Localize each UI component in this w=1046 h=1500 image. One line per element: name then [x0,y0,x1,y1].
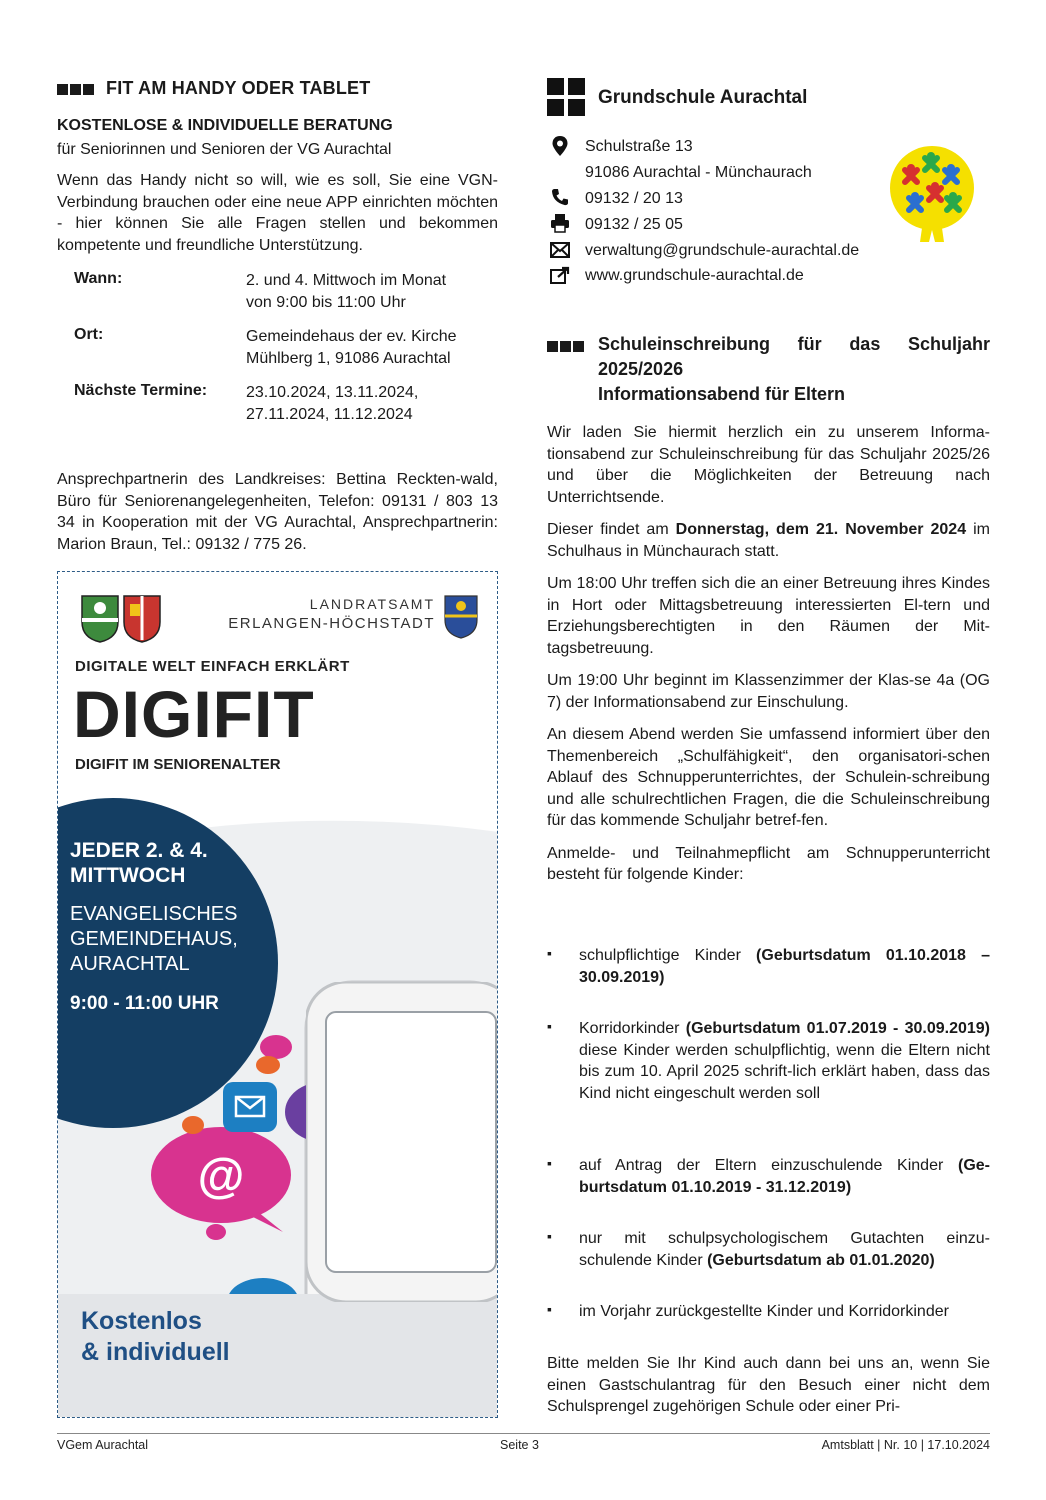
circle-text [70,838,238,1016]
paragraph [547,519,990,562]
info-value [246,326,456,370]
circle-line: GEMEINDEHAUS, [70,928,238,950]
subheading-beratung: KOSTENLOSE & INDIVIDUELLE BERATUNG [57,117,393,134]
info-value-line: 23.10.2024, 13.11.2024, [246,384,419,401]
paragraph: Um 19:00 Uhr beginnt im Klassenzimmer der Klas-se 4a (OG 7) der Informationsabend zur Einschulung. [547,672,990,711]
info-label: Wann: [74,270,123,287]
authority-line: LANDRATSAMT [309,596,435,612]
contact-paragraph: Ansprechpartnerin des Landkreises: Bettina Reckten-wald, Büro für Seniorenangelegenheiten, Telefon: 09131 / 803 13 34 in Kooperation mit der VG Aurachtal, Ansprechpartnerin: Marion Braun, Tel.: 09132 / 775 26. [57,471,498,553]
circle-line: EVANGELISCHES [70,903,238,925]
birthdate-range: (Geburtsdatum ab 01.01.2020) [707,1251,935,1269]
birthdate-range: (Geburtsdatum 01.10.2018 – 30.09.2019) [579,947,990,986]
info-label: Nächste Termine: [74,382,208,399]
info-value-line: Mühlberg 1, 91086 Aurachtal [246,350,451,367]
school-contact [549,136,899,288]
school-city: 91086 Aurachtal - Münchaurach [585,164,812,181]
school-phone: 09132 / 20 13 [585,190,683,207]
article-heading [547,332,990,407]
bullet-icon: ▪ [547,945,552,961]
heading-squares-icon [547,339,586,357]
info-value-line: 2. und 4. Mittwoch im Monat [246,272,447,289]
event-date: Donnerstag, dem 21. November 2024 [675,521,967,538]
info-value-line: von 9:00 bis 11:00 Uhr [246,294,406,311]
bullet-icon: ▪ [547,1018,552,1034]
intro-paragraph: Wenn das Handy nicht so will, wie es soll, Sie eine VGN-Verbindung brauchen oder eine neue APP einrichten möchten - hier können Sie alle Fragen stellen und bekommen kompetente und freundliche Unterstützung. [57,172,498,254]
bullet-list [547,945,990,1345]
bottom-line: & individuell [81,1338,230,1366]
circle-line: JEDER 2. & 4. [70,839,208,862]
circle-time: 9:00 - 11:00 UHR [70,993,219,1014]
text-run: schulpflichtige Kinder [579,947,757,964]
flyer-tagline: DIGITALE WELT EINFACH ERKLÄRT [75,658,350,675]
bullet-icon: ▪ [547,1155,552,1171]
school-logo-squares-icon [547,78,587,118]
phone-icon [549,187,571,207]
footer-left: VGem Aurachtal [57,1438,149,1452]
article-heading-line: Informationsabend für Eltern [598,384,846,404]
subline-senioren: für Seniorinnen und Senioren der VG Aurachtal [57,141,392,158]
school-fax: 09132 / 25 05 [585,216,683,233]
phone-front [306,982,498,1302]
article-body [547,422,990,886]
info-value-line: 27.11.2024, 11.12.2024 [246,406,413,423]
paragraph: Um 18:00 Uhr treffen sich die an einer Betreuung ihres Kindes in Hort oder Mittagsbetreuung interessierten El-tern und Erziehungsberechtigten in den Räumen der Mit-tagsbetreuung. [547,575,990,657]
digifit-flyer [57,571,498,1418]
flyer-subtitle: DIGIFIT IM SENIORENALTER [75,756,281,773]
fax-icon [549,213,571,233]
location-icon [549,136,571,156]
text-run: Korridorkinder [579,1020,686,1037]
circle-line: AURACHTAL [70,953,190,975]
left-column [57,78,498,440]
authority-line: ERLANGEN-HÖCHSTADT [228,615,435,632]
bottom-text [81,1306,230,1368]
school-email[interactable]: verwaltung@grundschule-aurachtal.de [585,242,860,259]
birthdate-range: (Ge-burtsdatum 01.10.2019 - 31.12.2019) [579,1157,990,1196]
envelope-icon [549,240,571,260]
school-header [547,78,990,118]
flyer-title: DIGIFIT [73,677,315,751]
bottom-line: Kostenlos [81,1307,202,1335]
info-table [57,270,498,440]
paragraph: An diesem Abend werden Sie umfassend informiert über den Themenbereich „Schulfähigkeit“, den organisatori-schen Ablauf des Schnupperunterrichtes, der Schulein-schreibung und alle schulrechtlichen Fragen, die die Schuleinschreibung für das kommende Schuljahr betref-fen. [547,726,990,829]
school-street: Schulstraße 13 [585,138,693,155]
closing-paragraph: Bitte melden Sie Ihr Kind auch dann bei uns an, wenn Sie einen Gastschulantrag für den Besuch einer nicht dem Schulsprengel zugehörigen Schule oder einer Pri- [547,1355,990,1415]
svg-text:@: @ [197,1150,245,1203]
article-heading-line: Schuleinschreibung für das Schuljahr [598,334,990,354]
district-crest-icon [443,594,479,640]
text-run: auf Antrag der Eltern einzuschulende Kinder [579,1157,958,1174]
school-website[interactable]: www.grundschule-aurachtal.de [585,267,804,284]
info-label: Ort: [74,326,104,343]
bullet-icon: ▪ [547,1301,552,1317]
school-name: Grundschule Aurachtal [598,87,808,108]
info-value-line: Gemeindehaus der ev. Kirche [246,328,457,345]
text-run: Dieser findet am [547,521,676,538]
school-mascot-logo [887,140,977,246]
text-run: nur mit schulpsychologischem Gutachten einzu-schulende Kinder [579,1230,990,1269]
circle-line: MITTWOCH [70,864,186,887]
footer-right: Amtsblatt | Nr. 10 | 17.10.2024 [821,1438,990,1452]
paragraph: Anmelde- und Teilnahmepflicht am Schnupperunterricht besteht für folgende Kinder: [547,844,990,883]
footer-page-number: Seite 3 [500,1438,539,1452]
authority-block [228,596,435,632]
heading-squares-icon [57,79,96,100]
info-value [246,382,418,426]
paragraph: Wir laden Sie hiermit herzlich ein zu unserem Informa-tionsabend zur Schuleinschreibung für das Schuljahr 2025/26 und über die Möglichkeiten der Betreuung nach Unterrichtsende. [547,424,990,506]
list-item-text: im Vorjahr zurückgestellte Kinder und Korridorkinder [579,1303,949,1320]
text-run: diese Kinder werden schulpflichtig, wenn die Eltern nicht bis zum 10. April 2025 schrift-lich erklärt haben, dass das Kind nicht eingeschult werden soll [579,1041,990,1102]
coat-of-arms-icon [80,594,166,644]
info-value [246,270,446,314]
section-heading-fit: FIT AM HANDY ODER TABLET [57,78,498,102]
footer-rule [57,1433,990,1434]
bullet-icon: ▪ [547,1228,552,1244]
birthdate-range: (Geburtsdatum 01.07.2019 - 30.09.2019) [685,1020,990,1037]
text-run: im Schulhaus in Münchaurach statt. [547,521,990,560]
external-link-icon [549,265,571,285]
article-heading-line: 2025/2026 [598,359,684,379]
